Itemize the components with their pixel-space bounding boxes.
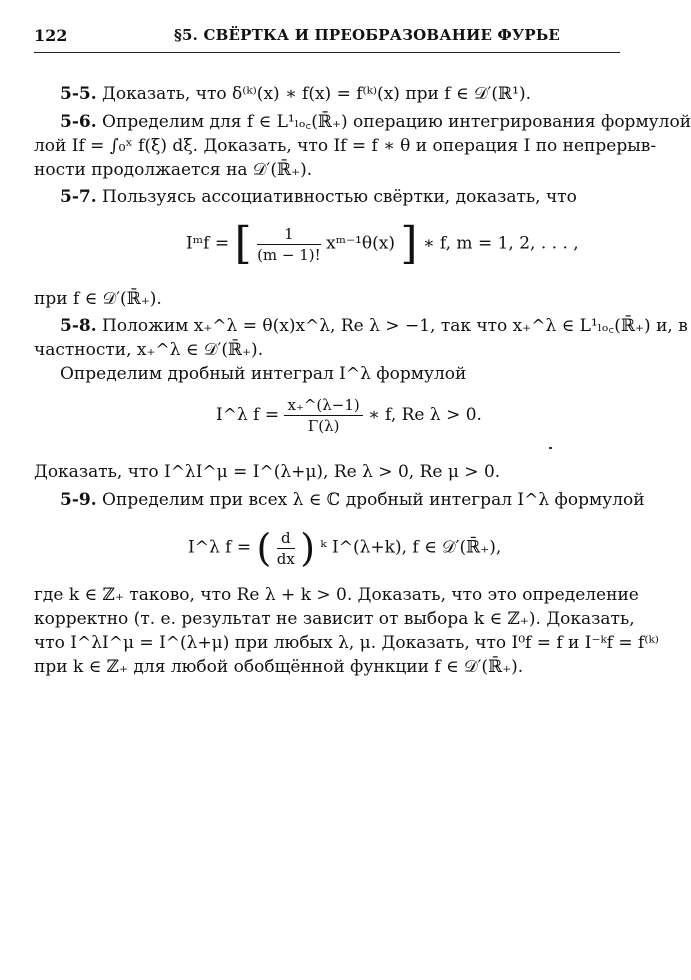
fraction-numerator: 1 xyxy=(257,225,321,245)
left-paren: ( xyxy=(256,526,272,570)
formula-lhs: Iᵐf = xyxy=(186,233,230,254)
right-paren: ) xyxy=(300,526,316,570)
problem-number: 5-7. xyxy=(60,187,97,207)
problem-number: 5-8. xyxy=(60,316,97,336)
problem-5-8 xyxy=(60,315,688,337)
problem-5-7 xyxy=(60,186,620,208)
problem-5-5 xyxy=(60,83,620,105)
problem-text-line: корректно (т. е. результат не зависит от выбора k ∈ ℤ₊). Доказать, xyxy=(34,609,635,629)
running-title: §5. СВЁРТКА И ПРЕОБРАЗОВАНИЕ ФУРЬЕ xyxy=(174,26,561,44)
problem-text: Определим для f ∈ L¹ₗₒ꜀(ℝ̄₊) операцию интегрирования формулой xyxy=(102,112,691,132)
problem-text-line: частности, x₊^λ ∈ 𝒟′(ℝ̄₊). xyxy=(34,340,264,360)
fraction-numerator: x₊^(λ−1) xyxy=(284,396,362,416)
problem-text-line: что I^λI^μ = I^(λ+μ) при любых λ, μ. Доказать, что I⁰f = f и I⁻ᵏf = f⁽ᵏ⁾ xyxy=(34,633,659,653)
formula-lhs: I^λ f = xyxy=(216,405,280,425)
problem-text: Положим x₊^λ = θ(x)x^λ, Re λ > −1, так что x₊^λ ∈ L¹ₗₒ꜀(ℝ̄₊) и, в xyxy=(102,316,688,336)
formula-lhs: I^λ f = xyxy=(188,537,252,558)
formula-5-8 xyxy=(216,396,482,435)
formula-rhs: ∗ f, Re λ > 0. xyxy=(368,405,482,425)
fraction-denominator: dx xyxy=(276,549,295,568)
page-number: 122 xyxy=(34,26,68,45)
scan-speck xyxy=(549,447,552,449)
fraction xyxy=(257,225,321,264)
problem-text-line: ности продолжается на 𝒟′(ℝ̄₊). xyxy=(34,160,313,180)
problem-5-6 xyxy=(60,111,691,133)
formula-5-7 xyxy=(186,218,579,269)
right-bracket: ] xyxy=(400,218,418,269)
problem-number: 5-6. xyxy=(60,112,97,132)
problem-text-line: при k ∈ ℤ₊ для любой обобщённой функции f ∈ 𝒟′(ℝ̄₊). xyxy=(34,657,524,677)
formula-term: xᵐ⁻¹θ(x) xyxy=(326,233,395,254)
problem-number: 5-9. xyxy=(60,490,97,510)
problem-5-9 xyxy=(60,489,645,511)
problem-text: Пользуясь ассоциативностью свёртки, доказать, что xyxy=(102,187,577,207)
problem-text-line: Доказать, что I^λI^μ = I^(λ+μ), Re λ > 0, Re μ > 0. xyxy=(34,462,501,482)
fraction-denominator: Γ(λ) xyxy=(307,417,340,435)
problem-number: 5-5. xyxy=(60,84,97,104)
fraction xyxy=(284,396,362,435)
fraction-denominator: (m − 1)! xyxy=(257,245,321,264)
problem-text-line: при f ∈ 𝒟′(ℝ̄₊). xyxy=(34,289,162,309)
page-header xyxy=(34,26,618,48)
formula-5-9 xyxy=(188,526,501,570)
problem-text: Определим при всех λ ∈ ℂ дробный интеграл I^λ формулой xyxy=(102,490,645,510)
fraction-numerator: d xyxy=(277,529,295,549)
problem-text-line: Определим дробный интеграл I^λ формулой xyxy=(60,364,467,384)
problem-text-line: лой If = ∫₀ˣ f(ξ) dξ. Доказать, что If = f ∗ θ и операция I по непрерыв- xyxy=(34,136,657,156)
formula-rhs: ∗ f, m = 1, 2, . . . , xyxy=(422,233,579,254)
problem-text: Доказать, что δ⁽ᵏ⁾(x) ∗ f(x) = f⁽ᵏ⁾(x) при f ∈ 𝒟′(ℝ¹). xyxy=(102,84,531,104)
header-rule xyxy=(34,52,620,53)
left-bracket: [ xyxy=(234,218,252,269)
formula-rhs: ᵏ I^(λ+k), f ∈ 𝒟′(ℝ̄₊), xyxy=(320,537,502,558)
problem-text-line: где k ∈ ℤ₊ таково, что Re λ + k > 0. Доказать, что это определение xyxy=(34,585,639,605)
fraction xyxy=(277,529,295,568)
